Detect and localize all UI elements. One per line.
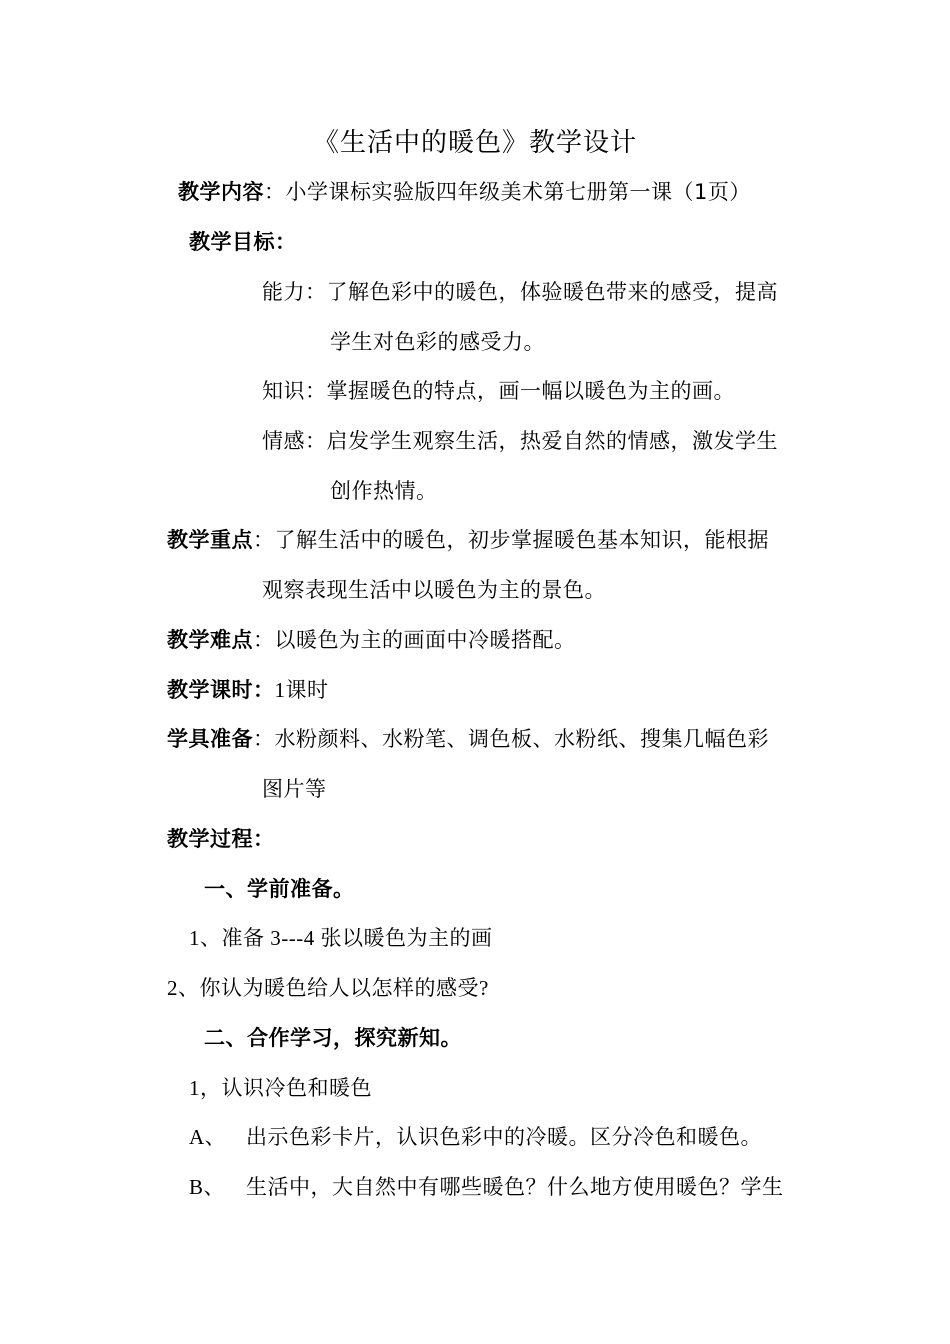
- materials-sep: ：: [253, 727, 275, 751]
- objective-emotion: [262, 427, 778, 455]
- hours-row: [167, 676, 329, 704]
- objective-ability: [262, 278, 778, 306]
- item-marker: B、: [189, 1175, 226, 1199]
- item-text: 出示色彩卡片，认识色彩中的冷暖。区分冷色和暖色。: [246, 1125, 762, 1149]
- section-2-item-a: [189, 1123, 762, 1151]
- key-points-cont: 观察表现生活中以暖色为主的景色。: [262, 578, 606, 602]
- objective-text: 掌握暖色的特点，画一幅以暖色为主的画。: [326, 379, 735, 403]
- teaching-content-label: 教学内容: [178, 180, 264, 204]
- key-points-label: 教学重点: [167, 528, 253, 552]
- key-points-sep: ：: [253, 528, 275, 552]
- hours-text: 1课时: [274, 678, 329, 702]
- hours-label: 教学课时：: [167, 678, 275, 702]
- difficulties-row: [167, 626, 576, 654]
- objective-knowledge: [262, 377, 735, 405]
- section-1-item-1: 1、准备 3---4 张以暖色为主的画: [189, 926, 493, 950]
- materials-text: 水粉颜料、水粉笔、调色板、水粉纸、搜集几幅色彩: [274, 727, 769, 751]
- section-2-heading: 二、合作学习，探究新知。: [204, 1026, 462, 1050]
- item-text: 生活中，大自然中有哪些暖色？什么地方使用暖色？学生: [246, 1175, 784, 1199]
- process-label: 教学过程：: [167, 827, 275, 851]
- teaching-content-sep: ：: [264, 180, 286, 204]
- section-1-item-2: 2、你认为暖色给人以怎样的感受?: [167, 976, 489, 1000]
- teaching-content-text: 小学课标实验版四年级美术第七册第一课（1页）: [285, 180, 751, 204]
- key-points-text: 了解生活中的暖色，初步掌握暖色基本知识，能根据: [274, 528, 769, 552]
- objective-label: 能力：: [262, 280, 327, 304]
- teaching-content-row: [178, 178, 751, 206]
- objectives-label: 教学目标：: [189, 230, 297, 254]
- section-1-heading: 一、学前准备。: [204, 877, 355, 901]
- difficulties-text: 以暖色为主的画面中冷暖搭配。: [274, 628, 576, 652]
- document-title: 《生活中的暖色》教学设计: [312, 128, 637, 158]
- objective-text: 了解色彩中的暖色，体验暖色带来的感受，提高: [326, 280, 778, 304]
- materials-cont: 图片等: [262, 777, 327, 801]
- objective-emotion-cont: 创作热情。: [330, 479, 438, 503]
- objective-ability-cont: 学生对色彩的感受力。: [330, 330, 545, 354]
- objective-text: 启发学生观察生活，热爱自然的情感，激发学生: [326, 429, 778, 453]
- objective-label: 情感：: [262, 429, 327, 453]
- materials-row: [167, 725, 769, 753]
- section-2-sub-1: 1，认识冷色和暖色: [189, 1076, 372, 1100]
- key-points-row: [167, 526, 769, 554]
- difficulties-sep: ：: [253, 628, 275, 652]
- materials-label: 学具准备: [167, 727, 253, 751]
- objective-label: 知识：: [262, 379, 327, 403]
- difficulties-label: 教学难点: [167, 628, 253, 652]
- item-marker: A、: [189, 1125, 227, 1149]
- section-2-item-b: [189, 1173, 784, 1201]
